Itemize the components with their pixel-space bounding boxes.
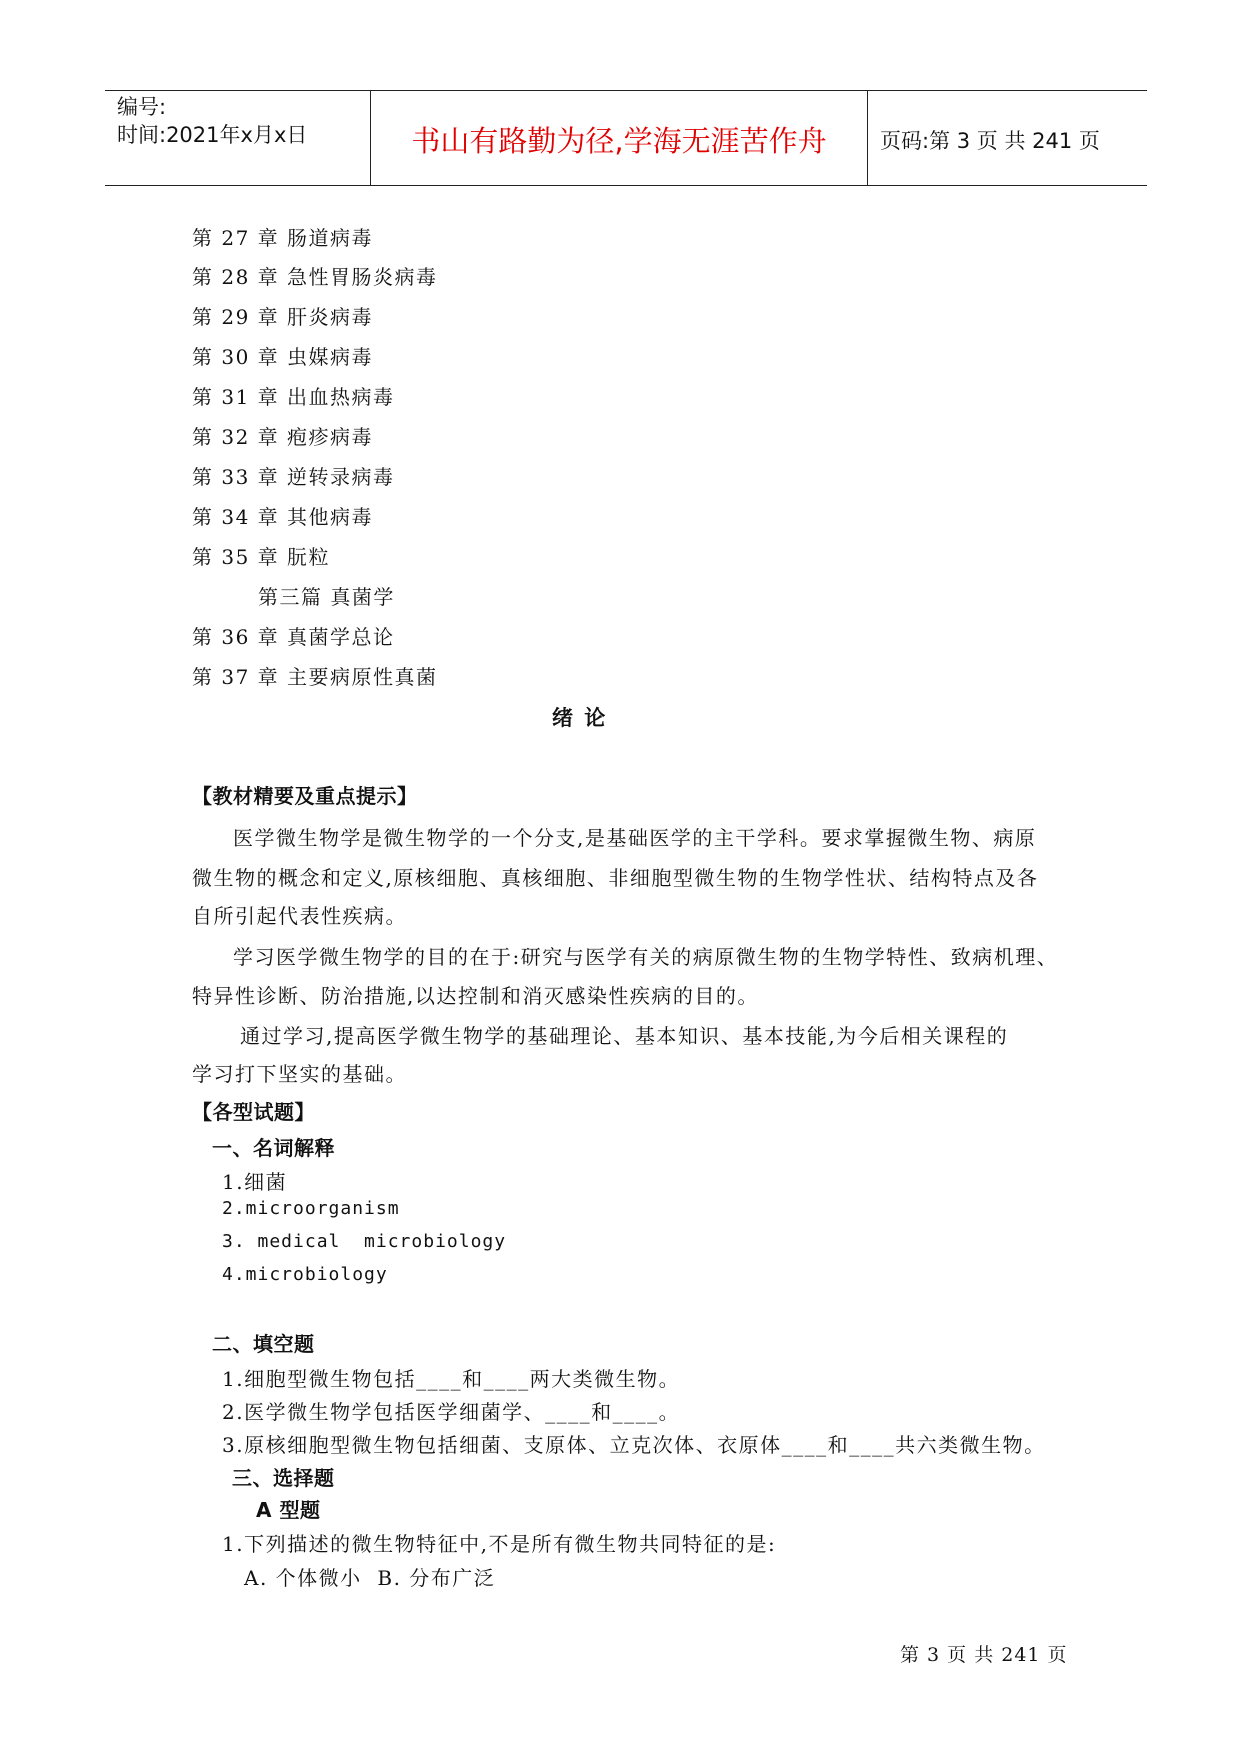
paragraph-line: 通过学习,提高医学微生物学的基础理论、基本知识、基本技能,为今后相关课程的 xyxy=(240,1024,1009,1048)
toc-line: 第 27 章 肠道病毒 xyxy=(192,226,374,250)
page-footer: 第 3 页 共 241 页 xyxy=(900,1644,1068,1666)
q1-item: 3. medical microbiology xyxy=(222,1231,507,1252)
q1-item: 2.microorganism xyxy=(222,1198,400,1219)
paragraph-line: 微生物的概念和定义,原核细胞、真核细胞、非细胞型微生物的生物学性状、结构特点及各 xyxy=(192,866,1039,890)
toc-line: 第 30 章 虫媒病毒 xyxy=(192,345,374,369)
toc-part-heading: 第三篇 真菌学 xyxy=(258,585,395,609)
paragraph-line: 医学微生物学是微生物学的一个分支,是基础医学的主干学科。要求掌握微生物、病原 xyxy=(233,826,1037,850)
paragraph-line: 自所引起代表性疾病。 xyxy=(192,904,407,928)
q2-heading: 二、填空题 xyxy=(212,1332,315,1356)
toc-line: 第 34 章 其他病毒 xyxy=(192,505,374,529)
toc-line: 第 35 章 朊粒 xyxy=(192,545,331,569)
intro-title: 绪 论 xyxy=(552,706,608,730)
toc-line: 第 28 章 急性胃肠炎病毒 xyxy=(192,265,438,289)
q1-item: 1.细菌 xyxy=(222,1170,288,1194)
header-number-label: 编号: xyxy=(117,95,167,119)
header-time-label: 时间:2021年x月x日 xyxy=(117,123,308,147)
paragraph-line: 特异性诊断、防治措施,以达控制和消灭感染性疾病的目的。 xyxy=(192,984,759,1008)
q3-options: A. 个体微小 B. 分布广泛 xyxy=(244,1566,496,1590)
toc-line: 第 33 章 逆转录病毒 xyxy=(192,465,395,489)
toc-line: 第 32 章 疱疹病毒 xyxy=(192,425,374,449)
q2-item: 2.医学微生物学包括医学细菌学、____和____。 xyxy=(222,1400,681,1424)
toc-line: 第 36 章 真菌学总论 xyxy=(192,625,395,649)
header-page-info: 页码:第 3 页 共 241 页 xyxy=(880,129,1100,153)
q3-heading: 三、选择题 xyxy=(232,1466,335,1490)
paragraph-line: 学习打下坚实的基础。 xyxy=(192,1062,407,1086)
q2-item: 1.细胞型微生物包括____和____两大类微生物。 xyxy=(222,1367,681,1391)
section-heading-questions: 【各型试题】 xyxy=(192,1100,315,1124)
q1-item: 4.microbiology xyxy=(222,1264,388,1285)
q2-item: 3.原核细胞型微生物包括细菌、支原体、立克次体、衣原体____和____共六类微生物。 xyxy=(222,1433,1046,1457)
q1-heading: 一、名词解释 xyxy=(212,1136,335,1160)
page-header xyxy=(105,90,1147,186)
toc-line: 第 29 章 肝炎病毒 xyxy=(192,305,374,329)
toc-line: 第 31 章 出血热病毒 xyxy=(192,385,395,409)
header-left-cell xyxy=(105,91,371,185)
header-page-cell xyxy=(868,91,1147,185)
header-motto-cell xyxy=(371,91,868,185)
q3-question: 1.下列描述的微生物特征中,不是所有微生物共同特征的是: xyxy=(222,1532,777,1556)
q3-subheading: A 型题 xyxy=(256,1498,321,1522)
toc-line: 第 37 章 主要病原性真菌 xyxy=(192,665,438,689)
section-heading-summary: 【教材精要及重点提示】 xyxy=(192,784,418,808)
header-motto: 书山有路勤为径,学海无涯苦作舟 xyxy=(411,124,827,158)
paragraph-line: 学习医学微生物学的目的在于:研究与医学有关的病原微生物的生物学特性、致病机理、 xyxy=(233,945,1059,969)
